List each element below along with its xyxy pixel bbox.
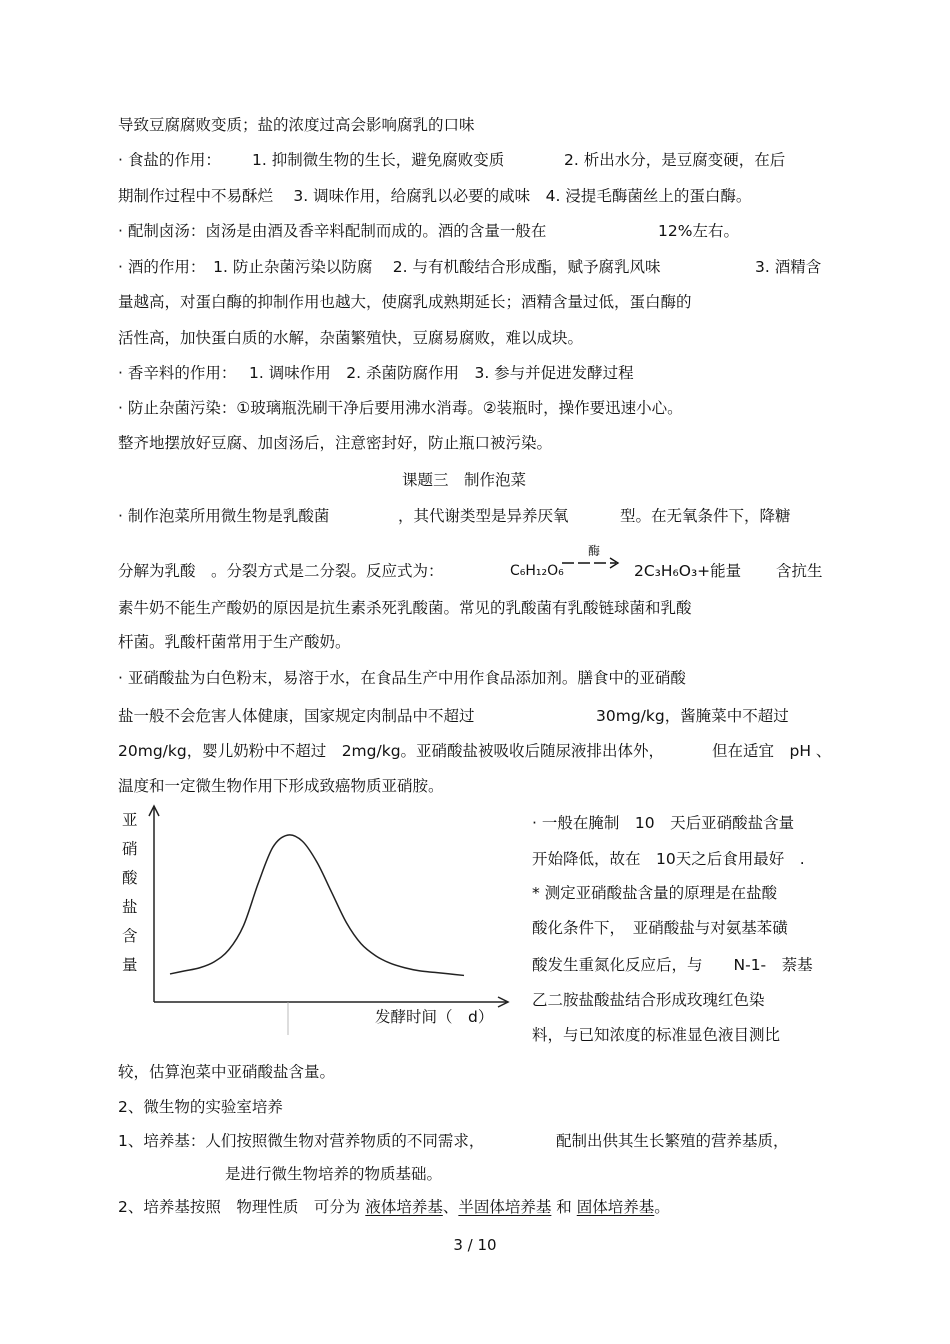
underlined-term: 固体培养基 bbox=[576, 1198, 655, 1216]
y-label-char: 含 bbox=[122, 927, 138, 945]
text-line: 20mg/kg，婴儿奶粉中不超过 2mg/kg。亚硝酸盐被吸收后随尿液排出体外， bbox=[118, 742, 665, 760]
text-line: · 制作泡菜所用微生物是乳酸菌 bbox=[118, 507, 330, 525]
section-title: 课题三 制作泡菜 bbox=[402, 471, 527, 489]
text-segment: 但在适宜 pH 、 bbox=[712, 742, 832, 760]
text-line: 导致豆腐腐败变质；盐的浓度过高会影响腐乳的口味 bbox=[118, 116, 475, 134]
y-label-char: 量 bbox=[122, 956, 138, 974]
text-segment: 2. 析出水分，是豆腐变硬，在后 bbox=[564, 151, 786, 169]
text-segment: 和 bbox=[556, 1198, 572, 1216]
series-line-nitrite bbox=[170, 835, 464, 976]
text-line: * 测定亚硝酸盐含量的原理是在盐酸 bbox=[532, 884, 778, 902]
text-segment: 配制出供其生长繁殖的营养基质， bbox=[556, 1132, 789, 1150]
text-segment: 、 bbox=[442, 1198, 459, 1216]
text-line: 整齐地摆放好豆腐、加卤汤后，注意密封好，防止瓶口被污染。 bbox=[118, 434, 553, 452]
text-line: · 防止杂菌污染：①玻璃瓶洗刷干净后要用沸水消毒。②装瓶时，操作要迅速小心。 bbox=[118, 399, 683, 417]
underlined-term: 半固体培养基 bbox=[458, 1198, 552, 1216]
text-line: 活性高，加快蛋白质的水解，杂菌繁殖快，豆腐易腐败，难以成块。 bbox=[118, 329, 584, 347]
text-line bbox=[118, 1197, 670, 1217]
chart-x-label: 发酵时间（ d） bbox=[375, 1008, 494, 1026]
text-line: · 酒的作用： 1. 防止杂菌污染以防腐 2. 与有机酸结合形成酯，赋予腐乳风味 bbox=[118, 258, 661, 276]
text-line: · 香辛料的作用： 1. 调味作用 2. 杀菌防腐作用 3. 参与并促进发酵过程 bbox=[118, 364, 634, 382]
text-line: 乙二胺盐酸盐结合形成玫瑰红色染 bbox=[532, 991, 765, 1009]
text-segment: · 食盐的作用： bbox=[118, 151, 221, 169]
text-line: 素牛奶不能生产酸奶的原因是抗生素杀死乳酸菌。常见的乳酸菌有乳酸链球菌和乳酸 bbox=[118, 599, 692, 617]
page-number: 3 / 10 bbox=[453, 1236, 497, 1254]
text-segment: 含抗生 bbox=[776, 562, 823, 580]
text-line: 料，与已知浓度的标准显色液目测比 bbox=[532, 1026, 781, 1044]
text-line: 量越高，对蛋白酶的抑制作用也越大，使腐乳成熟期延长；酒精含量过低，蛋白酶的 bbox=[118, 293, 692, 311]
text-line: 酸发生重氮化反应后，与 N-1- 萘基 bbox=[532, 956, 813, 974]
y-label-char: 盐 bbox=[122, 898, 138, 916]
text-line: 分解为乳酸 。分裂方式是二分裂。反应式为： bbox=[118, 562, 444, 580]
text-line: · 一般在腌制 10 天后亚硝酸盐含量 bbox=[532, 814, 795, 832]
text-line: 2、微生物的实验室培养 bbox=[118, 1098, 283, 1116]
text-segment: 12%左右。 bbox=[658, 222, 739, 240]
text-line: 1、培养基：人们按照微生物对营养物质的不同需求， bbox=[118, 1132, 485, 1150]
y-label-char: 酸 bbox=[122, 869, 138, 887]
text-line: 开始降低，故在 10天之后食用最好 . bbox=[532, 850, 805, 868]
reactant-formula: C₆H₁₂O₆ bbox=[510, 563, 564, 579]
text-segment: 型。在无氧条件下，降糖 bbox=[620, 507, 791, 525]
text-segment: 3. 酒精含 bbox=[755, 258, 822, 276]
text-segment: 2、培养基按照 物理性质 可分为 bbox=[118, 1198, 361, 1216]
text-line: 杆菌。乳酸杆菌常用于生产酸奶。 bbox=[118, 633, 351, 651]
text-segment: ，其代谢类型是异养厌氧 bbox=[398, 507, 569, 525]
text-line bbox=[118, 150, 221, 170]
text-line: 温度和一定微生物作用下形成致癌物质亚硝胺。 bbox=[118, 777, 444, 795]
enzyme-label: 酶 bbox=[588, 544, 601, 558]
y-label-char: 亚 bbox=[122, 811, 138, 829]
nitrite-curve-chart bbox=[118, 800, 518, 1035]
underlined-term: 液体培养基 bbox=[365, 1198, 443, 1216]
text-segment: 30mg/kg，酱腌菜中不超过 bbox=[596, 707, 789, 725]
y-label-char: 硝 bbox=[122, 840, 138, 858]
text-line: 较，估算泡菜中亚硝酸盐含量。 bbox=[118, 1063, 336, 1081]
text-segment: 1. 抑制微生物的生长，避免腐败变质 bbox=[252, 151, 505, 169]
text-line: 酸化条件下， 亚硝酸盐与对氨基苯磺 bbox=[532, 919, 788, 937]
text-line: 是进行微生物培养的物质基础。 bbox=[225, 1165, 443, 1183]
text-segment: 。 bbox=[654, 1198, 670, 1216]
product-formula: 2C₃H₆O₃+能量 bbox=[634, 562, 742, 580]
text-line: · 亚硝酸盐为白色粉末，易溶于水，在食品生产中用作食品添加剂。膳食中的亚硝酸 bbox=[118, 669, 686, 687]
text-line: · 配制卤汤：卤汤是由酒及香辛料配制而成的。酒的含量一般在 bbox=[118, 222, 547, 240]
text-line: 期制作过程中不易酥烂 3. 调味作用，给腐乳以必要的咸味 4. 浸提毛酶菌丝上的蛋白酶。 bbox=[118, 187, 752, 205]
reaction-arrow bbox=[560, 556, 622, 570]
text-line: 盐一般不会危害人体健康，国家规定肉制品中不超过 bbox=[118, 707, 475, 725]
